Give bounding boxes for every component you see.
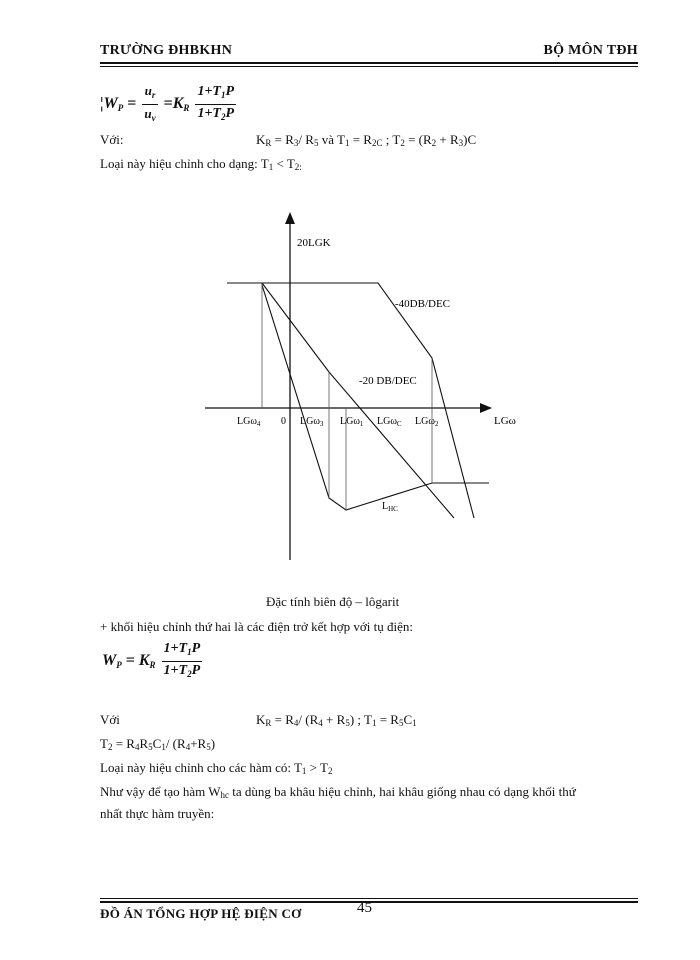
l5-sf: 5 xyxy=(206,742,211,752)
l1-sb: 3 xyxy=(293,138,299,148)
formula-2-lhs: W xyxy=(102,652,117,670)
l1-se: 2C xyxy=(371,138,383,148)
formula-2 xyxy=(102,640,204,683)
l4-d: + R xyxy=(322,712,346,727)
tick-w2-sub: 2 xyxy=(434,420,439,428)
ratio-num: u xyxy=(144,83,152,98)
formula-1-lhs-sub: P xyxy=(117,103,124,114)
f2-den-sub: 2 xyxy=(187,669,192,679)
curve-label-sub: HC xyxy=(388,505,398,513)
page-number: 45 xyxy=(357,900,372,916)
header-right: BỘ MÔN TĐH xyxy=(543,43,638,58)
l5-b: = R xyxy=(112,736,135,751)
l5-a: T xyxy=(100,736,108,751)
asymptote-20db xyxy=(262,283,454,518)
l1-sd: 1 xyxy=(344,138,350,148)
f2-num-tail: P xyxy=(191,641,201,656)
l6-a: Loại này hiệu chỉnh cho các hàm có: T xyxy=(100,760,302,775)
l5-d: C xyxy=(152,736,162,751)
ratio-den-sub: v xyxy=(151,113,156,123)
tick-zero: 0 xyxy=(281,416,286,427)
l5-se: 4 xyxy=(185,742,191,752)
formula-1-gain: K xyxy=(172,95,184,113)
tick-w2 xyxy=(415,416,439,428)
tick-w1-sub: 1 xyxy=(359,420,364,428)
l5-sc: 5 xyxy=(148,742,153,752)
f1-den-sub: 2 xyxy=(220,112,226,122)
correction-curve-lhc xyxy=(262,283,489,510)
tick-w4-text: LGω xyxy=(237,416,257,427)
figure-caption: Đặc tính biên độ – lôgarit xyxy=(266,594,400,609)
f1-num: 1+T xyxy=(197,84,221,99)
l4-sc: 4 xyxy=(318,718,323,728)
l4-sf: 5 xyxy=(398,718,404,728)
f1-num-tail: P xyxy=(225,84,235,99)
l5-sa: 2 xyxy=(107,742,113,752)
l6-sa: 1 xyxy=(301,766,307,776)
l4-sa: R xyxy=(265,718,272,728)
l2-a: Loại này hiệu chỉnh cho dạng: T xyxy=(100,156,269,171)
x-axis-arrow xyxy=(480,403,492,413)
l4-e: ) ; T xyxy=(349,712,372,727)
l1-e: = R xyxy=(349,132,372,147)
l4-c: / (R xyxy=(298,712,319,727)
l4-sb: 4 xyxy=(293,718,299,728)
x-axis-label xyxy=(494,415,516,427)
f1-num-sub: 1 xyxy=(220,90,226,100)
formula-1-lhs: W xyxy=(103,95,118,113)
f2-num-sub: 1 xyxy=(187,647,192,657)
l1-sh: 3 xyxy=(458,138,464,148)
slope-20-label: -20 DB/DEC xyxy=(359,375,417,387)
slope-40-label: -40DB/DEC xyxy=(395,298,450,310)
tick-w3-text: LGω xyxy=(300,416,320,427)
l5-sd: 1 xyxy=(161,742,166,752)
tick-w2-text: LGω xyxy=(415,416,435,427)
f2-den: 1+T xyxy=(163,663,188,678)
formula-2-eq: = xyxy=(125,652,135,670)
l5-f: +R xyxy=(190,736,207,751)
l1-b: = R xyxy=(271,132,294,147)
l5-e: / (R xyxy=(165,736,186,751)
f2-num: 1+T xyxy=(163,641,188,656)
l2-sb: 2: xyxy=(294,162,302,172)
l1-sc: 5 xyxy=(313,138,319,148)
l1-sf: 2 xyxy=(400,138,405,148)
y-axis-arrow xyxy=(285,212,295,224)
l1-sa: R xyxy=(265,138,272,148)
l1-i: )C xyxy=(463,132,477,147)
l7-a: Như vậy để tạo hàm W xyxy=(100,784,221,799)
l6-sb: 2 xyxy=(327,766,333,776)
tick-w1-text: LGω xyxy=(340,416,360,427)
l6-b: > T xyxy=(306,760,328,775)
f2-den-tail: P xyxy=(191,663,201,678)
ratio-den: u xyxy=(144,106,152,121)
l1-f: ; T xyxy=(382,132,401,147)
formula-1-eq2: = xyxy=(163,95,173,113)
line-7 xyxy=(100,784,576,800)
formula-1-eq1: = xyxy=(127,95,137,113)
l4-b: = R xyxy=(271,712,294,727)
tick-wc-sub: C xyxy=(396,420,402,428)
ratio-num-sub: r xyxy=(151,90,156,100)
line-1-label: Với: xyxy=(100,132,124,147)
tick-wc-text: LGω xyxy=(377,416,397,427)
l1-a: K xyxy=(256,132,266,147)
y-axis-label: 20LGK xyxy=(297,237,331,249)
line-3: + khối hiệu chỉnh thứ hai là các điện trở kết hợp với tụ điện: xyxy=(100,619,413,634)
tick-w4-sub: 4 xyxy=(256,420,261,428)
line-8: nhất thực hàm truyền: xyxy=(100,806,215,821)
line-4-label: Với xyxy=(100,712,120,727)
l1-h: + R xyxy=(436,132,459,147)
l5-sb: 4 xyxy=(134,742,140,752)
tick-w3-sub: 3 xyxy=(319,420,324,428)
l7-b: ta dùng ba khâu hiệu chỉnh, hai khâu giống nhau có dạng khối thứ xyxy=(229,784,576,799)
formula-2-fraction xyxy=(162,640,203,683)
l2-b: < T xyxy=(273,156,295,171)
line-6 xyxy=(100,760,332,776)
header-left: TRƯỜNG ĐHBKHN xyxy=(100,43,233,58)
formula-1-gain-sub: R xyxy=(183,103,190,114)
footer-rule-top xyxy=(100,898,638,899)
formula-2-gain-sub: R xyxy=(149,660,156,671)
l1-c: / R xyxy=(298,132,314,147)
l1-sg: 2 xyxy=(431,138,437,148)
line-5 xyxy=(100,736,215,752)
l1-g: = (R xyxy=(404,132,432,147)
footer-left: ĐỒ ÁN TỔNG HỢP HỆ ĐIỆN CƠ xyxy=(100,906,302,921)
tick-w4 xyxy=(237,416,261,428)
l4-f: = R xyxy=(376,712,399,727)
formula-1-prefix: ¦ xyxy=(100,95,104,113)
f1-den-tail: P xyxy=(225,106,235,121)
tick-wc xyxy=(377,416,402,428)
x-axis-label-text: LGω xyxy=(494,415,516,427)
line-4-definitions xyxy=(256,712,417,728)
l4-sg: 1 xyxy=(412,718,417,728)
tick-w3 xyxy=(300,416,324,428)
l2-sa: 1 xyxy=(268,162,274,172)
l5-c: R xyxy=(139,736,149,751)
formula-2-lhs-sub: P xyxy=(116,660,122,671)
l4-g: C xyxy=(403,712,413,727)
curve-label-text: L xyxy=(382,501,389,512)
l7-sa: hc xyxy=(220,790,230,800)
l1-d: và T xyxy=(318,132,345,147)
l4-se: 1 xyxy=(371,718,377,728)
l4-sd: 5 xyxy=(345,718,350,728)
formula-2-gain: K xyxy=(138,652,150,670)
l4-a: K xyxy=(256,712,266,727)
l5-g: ) xyxy=(210,736,216,751)
tick-w1 xyxy=(340,416,364,428)
curve-label-lhc xyxy=(382,501,398,513)
f1-den: 1+T xyxy=(197,106,221,121)
